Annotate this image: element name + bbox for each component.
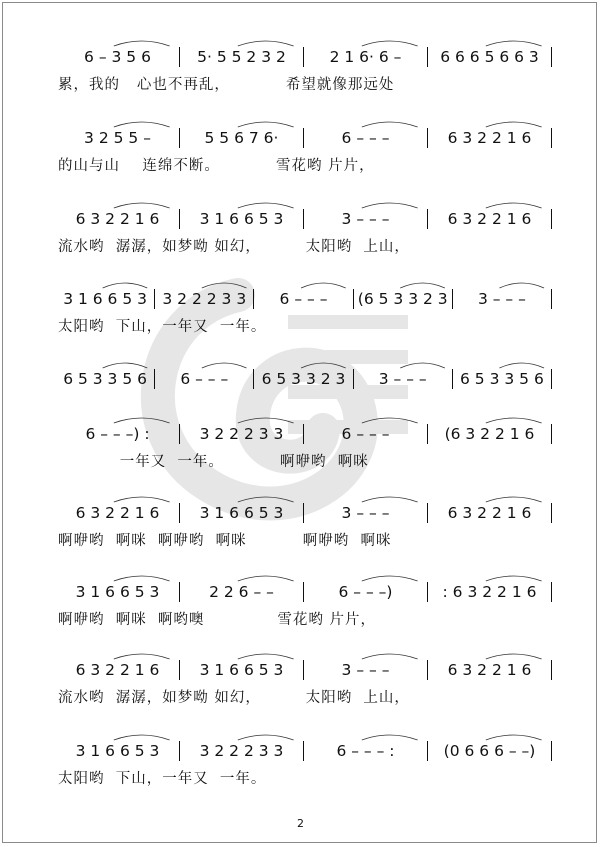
barline [303, 128, 304, 148]
measure: 6 – – – [341, 425, 390, 443]
barline [551, 209, 552, 229]
barline [303, 582, 304, 602]
measure: 6 – 3 5 6 [84, 48, 151, 66]
barline [427, 209, 428, 229]
lyrics-line: 一年又 一年。 啊咿哟 啊咪 [58, 454, 369, 470]
measure: 5 5 6 7 6· [204, 129, 279, 147]
measure: 3 1 6 6 5 3 [75, 742, 160, 760]
barline [353, 289, 354, 309]
barline [551, 289, 552, 309]
lyrics-line: 流水哟 潺潺，如梦呦 如幻， 太阳哟 上山， [58, 690, 410, 706]
notation-line [58, 579, 554, 605]
notation-line [58, 286, 554, 312]
barline [179, 503, 180, 523]
measure: (6 3 2 2 1 6 [444, 425, 535, 443]
barline [179, 128, 180, 148]
measure: 6 3 2 2 1 6 [447, 504, 532, 522]
barline [452, 369, 453, 389]
barline [427, 660, 428, 680]
measure: 6 3 2 2 1 6 [447, 210, 532, 228]
measure: 3 2 5 5 – [84, 129, 151, 147]
barline [427, 582, 428, 602]
measure: 6 5 3 3 2 3 [261, 370, 346, 388]
measure: 3 – – – [341, 210, 390, 228]
barline [551, 582, 552, 602]
barline [551, 741, 552, 761]
measure: 3 – – – [341, 661, 390, 679]
lyrics-line: 流水哟 潺潺，如梦呦 如幻， 太阳哟 上山， [58, 239, 410, 255]
barline [154, 369, 155, 389]
barline [427, 503, 428, 523]
measure: (6 5 3 3 2 3 [357, 290, 448, 308]
measure: 5· 5 5 2 3 2 [197, 48, 286, 66]
measure: 3 1 6 6 5 3 [199, 504, 284, 522]
measure: 2 1 6· 6 – [329, 48, 402, 66]
measure: 6 – – –) : [85, 425, 150, 443]
measure: 2 2 6 – – [209, 583, 274, 601]
measure: 3 – – – [477, 290, 526, 308]
barline [303, 424, 304, 444]
notation-line [58, 738, 554, 764]
barline [551, 660, 552, 680]
barline [427, 128, 428, 148]
measure: 3 1 6 6 5 3 [63, 290, 147, 308]
lyrics-line: 啊咿哟 啊咪 啊哟噢 雪花哟 片片， [58, 612, 376, 628]
measure: 6 3 2 2 1 6 [75, 661, 160, 679]
measure: 6 – – – [279, 290, 328, 308]
barline [427, 47, 428, 67]
measure: 6 5 3 3 5 6 [460, 370, 544, 388]
notation-line [58, 657, 554, 683]
measure: 6 3 2 2 1 6 [75, 210, 160, 228]
notation-line [58, 206, 554, 232]
barline [179, 209, 180, 229]
measure: 6 3 2 2 1 6 [447, 129, 532, 147]
measure: 3 – – – [341, 504, 390, 522]
barline [303, 503, 304, 523]
barline [551, 503, 552, 523]
page-number: 2 [297, 817, 304, 830]
barline [179, 582, 180, 602]
notation-line [58, 421, 554, 447]
barline [253, 369, 254, 389]
barline [551, 47, 552, 67]
barline [303, 660, 304, 680]
barline [551, 369, 552, 389]
measure: 6 – – – [180, 370, 229, 388]
measure: 3 1 6 6 5 3 [199, 210, 284, 228]
measure: 3 2 2 2 3 3 [199, 425, 284, 443]
measure: 6 3 2 2 1 6 [447, 661, 532, 679]
notation-line [58, 500, 554, 526]
barline [303, 47, 304, 67]
barline [179, 424, 180, 444]
lyrics-line: 的山与山 连绵不断。 雪花哟 片片， [58, 158, 375, 174]
measure: 6 3 2 2 1 6 [75, 504, 160, 522]
measure: 3 – – – [378, 370, 427, 388]
notation-line [58, 366, 554, 392]
lyrics-line: 累，我的 心也不再乱， 希望就像那远处 [58, 77, 395, 93]
measure: (0 6 6 6 – –) [443, 742, 536, 760]
barline [551, 424, 552, 444]
measure: 3 2 2 2 3 3 [199, 742, 284, 760]
measure: 3 1 6 6 5 3 [199, 661, 284, 679]
notation-line [58, 125, 554, 151]
barline [179, 47, 180, 67]
measure: 6 6 6 5 6 6 3 [440, 48, 539, 66]
barline [551, 128, 552, 148]
lyrics-line: 啊咿哟 啊咪 啊咿哟 啊咪 啊咿哟 啊咪 [58, 533, 392, 549]
barline [427, 741, 428, 761]
barline [452, 289, 453, 309]
lyrics-line [58, 395, 554, 417]
barline [427, 424, 428, 444]
measure: 6 – – – [341, 129, 390, 147]
measure: 6 – – – : [336, 742, 395, 760]
lyrics-line: 太阳哟 下山，一年又 一年。 [58, 771, 267, 787]
barline [303, 209, 304, 229]
barline [253, 289, 254, 309]
measure: : 6 3 2 2 1 6 [442, 583, 537, 601]
measure: 6 – – –) [338, 583, 393, 601]
lyrics-line: 太阳哟 下山，一年又 一年。 [58, 319, 267, 335]
measure: 3 2 2 2 3 3 [162, 290, 247, 308]
measure: 3 1 6 6 5 3 [75, 583, 160, 601]
measure: 6 5 3 3 5 6 [63, 370, 147, 388]
barline [179, 660, 180, 680]
barline [303, 741, 304, 761]
barline [154, 289, 155, 309]
barline [179, 741, 180, 761]
barline [353, 369, 354, 389]
notation-line [58, 44, 554, 70]
